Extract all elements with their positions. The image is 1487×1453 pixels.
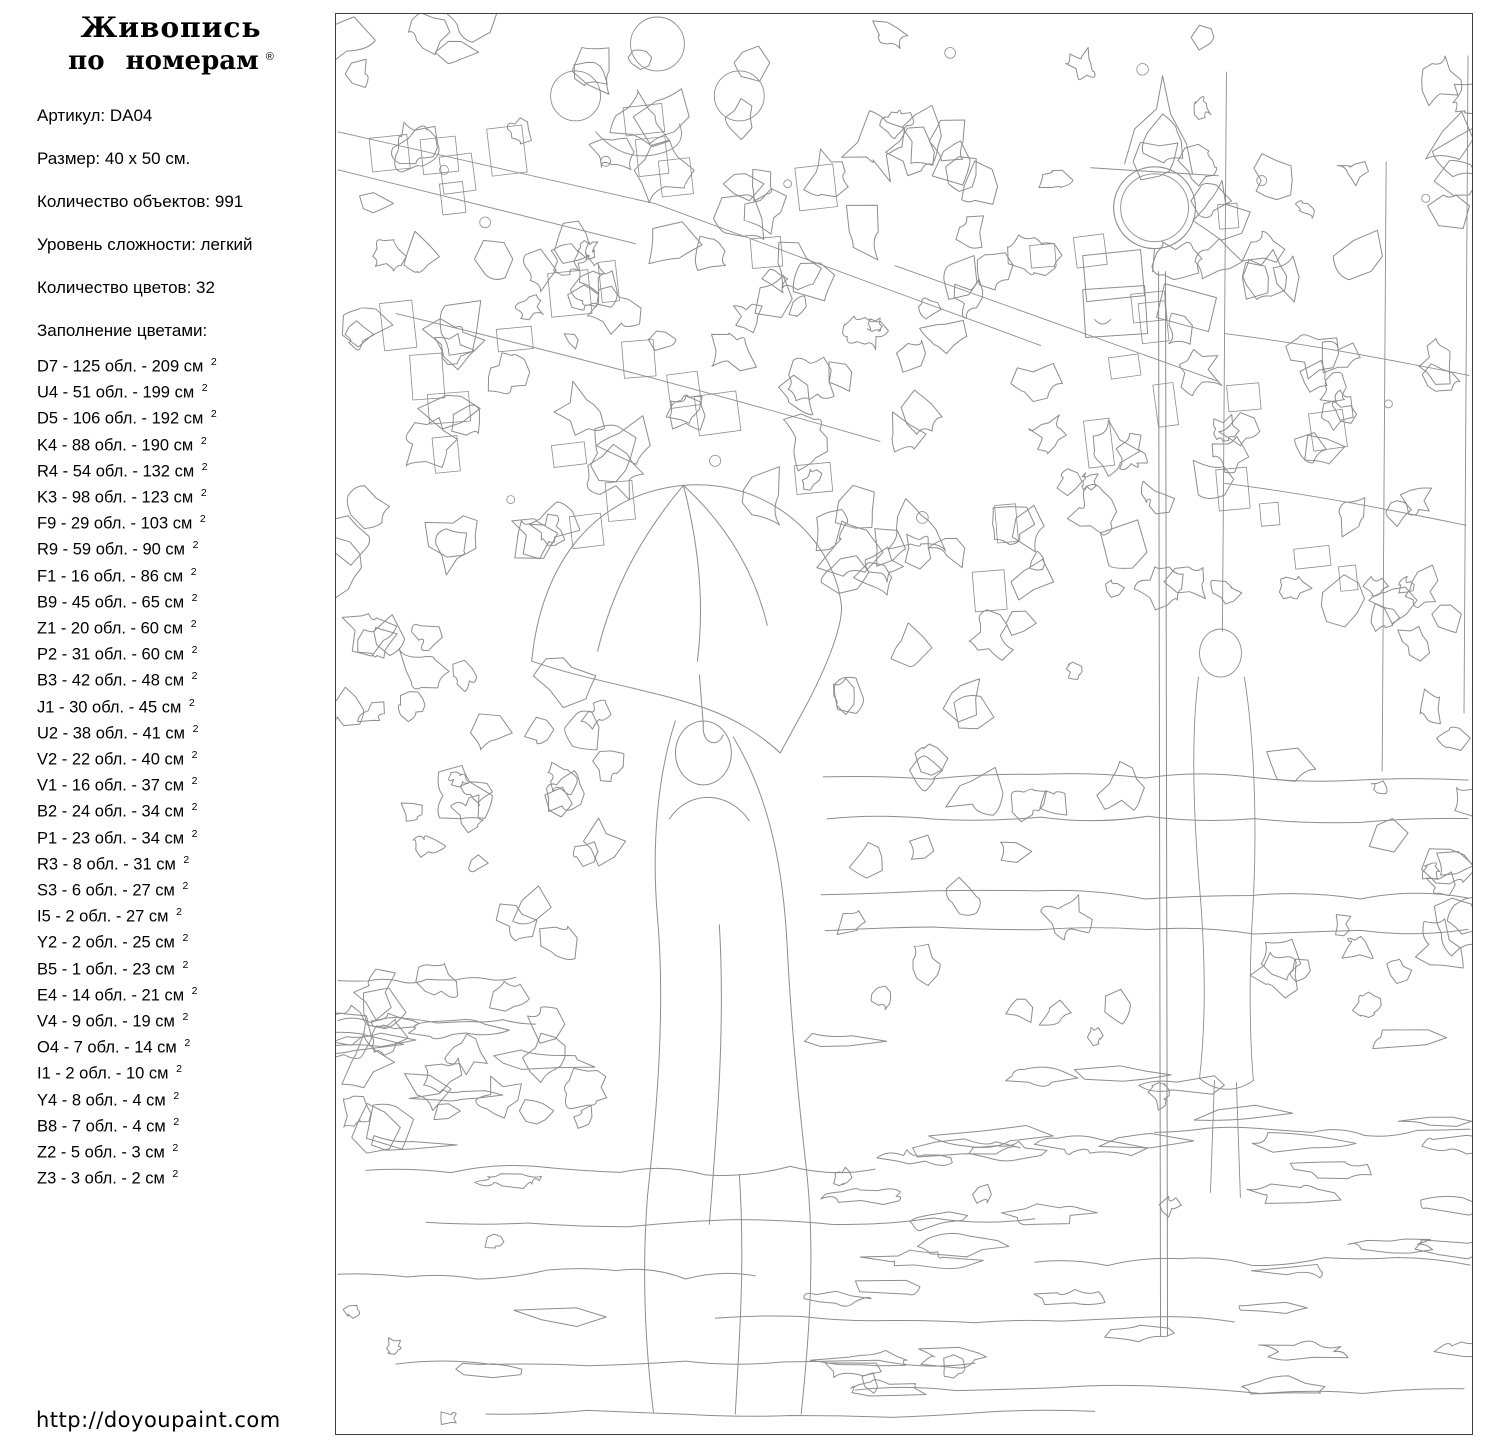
object-count: Количество объектов: 991 bbox=[37, 192, 244, 211]
superscript-2: 2 bbox=[182, 932, 189, 945]
superscript-2: 2 bbox=[183, 853, 190, 866]
superscript-2: 2 bbox=[172, 1168, 179, 1181]
brand-logo-line2: по номерам ® bbox=[68, 46, 274, 77]
color-fill-item: S3 - 6 обл. - 27 см $^2$ bbox=[37, 880, 189, 900]
superscript-2: 2 bbox=[201, 382, 208, 395]
brand-logo-line1: Живопись bbox=[80, 11, 262, 44]
website-url: http://doyoupaint.com bbox=[36, 1408, 281, 1432]
paint-canvas bbox=[335, 13, 1473, 1435]
color-fill-item: E4 - 14 обл. - 21 см $^2$ bbox=[37, 984, 198, 1005]
color-fill-item: R9 - 59 обл. - 90 см $^2$ bbox=[37, 539, 199, 559]
superscript-2: 2 bbox=[182, 880, 189, 893]
color-fill-item: Z3 - 3 обл. - 2 см $^2$ bbox=[37, 1168, 179, 1188]
superscript-2: 2 bbox=[182, 1011, 189, 1024]
superscript-2: 2 bbox=[176, 906, 182, 919]
registered-mark: ® bbox=[265, 50, 274, 63]
color-fill-item: V4 - 9 обл. - 19 см $^2$ bbox=[37, 1011, 189, 1031]
color-fill-item: V1 - 16 обл. - 37 см $^2$ bbox=[37, 775, 198, 795]
color-fill-item: P1 - 23 обл. - 34 см $^2$ bbox=[37, 827, 198, 848]
superscript-2: 2 bbox=[210, 408, 217, 421]
superscript-2: 2 bbox=[192, 539, 199, 552]
color-count: Количество цветов: 32 bbox=[37, 278, 215, 297]
color-fill-item: U4 - 51 обл. - 199 см $^2$ bbox=[37, 382, 208, 402]
color-fill-item: P2 - 31 обл. - 60 см $^2$ bbox=[37, 644, 198, 664]
superscript-2: 2 bbox=[191, 775, 198, 788]
color-fill-item: Y2 - 2 обл. - 25 см $^2$ bbox=[37, 932, 189, 952]
color-fill-item: Z2 - 5 обл. - 3 см $^2$ bbox=[37, 1142, 179, 1162]
size-label: Размер: 40 х 50 см. bbox=[37, 149, 191, 168]
color-fill-item: K3 - 98 обл. - 123 см $^2$ bbox=[37, 487, 207, 507]
superscript-2: 2 bbox=[200, 487, 207, 500]
superscript-2: 2 bbox=[191, 984, 198, 997]
superscript-2: 2 bbox=[173, 1115, 180, 1128]
superscript-2: 2 bbox=[191, 644, 198, 657]
pedestrian-drawing bbox=[1194, 629, 1255, 1197]
texture-blobs bbox=[336, 14, 1472, 1425]
color-fill-item: D7 - 125 обл. - 209 см $^2$ bbox=[37, 356, 217, 376]
color-fill-item: K4 - 88 обл. - 190 см $^2$ bbox=[37, 434, 207, 455]
color-fill-item: R3 - 8 обл. - 31 см $^2$ bbox=[37, 853, 190, 874]
superscript-2: 2 bbox=[199, 513, 206, 526]
color-fill-item: I5 - 2 обл. - 27 см $^2$ bbox=[37, 906, 182, 926]
color-fill-item: F1 - 16 обл. - 86 см $^2$ bbox=[37, 565, 197, 586]
superscript-2: 2 bbox=[191, 670, 198, 683]
lamp-globes bbox=[551, 17, 765, 156]
superscript-2: 2 bbox=[201, 460, 208, 473]
color-fill-item: B8 - 7 обл. - 4 см $^2$ bbox=[37, 1115, 180, 1136]
color-fill-item: R4 - 54 обл. - 132 см $^2$ bbox=[37, 460, 208, 481]
color-fill-item: I1 - 2 обл. - 10 см $^2$ bbox=[37, 1063, 182, 1083]
superscript-2: 2 bbox=[210, 356, 217, 368]
color-fill-item: O4 - 7 обл. - 14 см $^2$ bbox=[37, 1037, 191, 1057]
color-fill-item: B3 - 42 обл. - 48 см $^2$ bbox=[37, 670, 198, 690]
superscript-2: 2 bbox=[191, 801, 198, 814]
color-fill-item: U2 - 38 обл. - 41 см $^2$ bbox=[37, 722, 199, 743]
superscript-2: 2 bbox=[182, 958, 189, 971]
superscript-2: 2 bbox=[191, 591, 198, 604]
superscript-2: 2 bbox=[191, 827, 198, 840]
color-fill-item: B5 - 1 обл. - 23 см $^2$ bbox=[37, 958, 189, 979]
brand-logo bbox=[26, 12, 316, 77]
product-details bbox=[37, 94, 253, 352]
superscript-2: 2 bbox=[192, 722, 199, 735]
difficulty-level: Уровень сложности: легкий bbox=[37, 235, 253, 254]
color-fill-item: Z1 - 20 обл. - 60 см $^2$ bbox=[37, 618, 197, 638]
color-fill-item: V2 - 22 обл. - 40 см $^2$ bbox=[37, 749, 198, 769]
superscript-2: 2 bbox=[188, 696, 195, 709]
article-number: Артикул: DA04 bbox=[37, 106, 153, 125]
color-fill-item: Y4 - 8 обл. - 4 см $^2$ bbox=[37, 1089, 180, 1110]
superscript-2: 2 bbox=[200, 434, 207, 447]
color-fill-item: J1 - 30 обл. - 45 см $^2$ bbox=[37, 696, 195, 717]
color-fill-list bbox=[37, 352, 217, 1191]
superscript-2: 2 bbox=[176, 1063, 182, 1076]
superscript-2: 2 bbox=[190, 618, 197, 631]
superscript-2: 2 bbox=[184, 1037, 191, 1050]
superscript-2: 2 bbox=[190, 565, 197, 578]
color-fill-item: F9 - 29 обл. - 103 см $^2$ bbox=[37, 513, 206, 533]
canvas-line-art bbox=[336, 14, 1472, 1434]
superscript-2: 2 bbox=[172, 1142, 179, 1155]
superscript-2: 2 bbox=[191, 749, 198, 762]
color-fill-item: B9 - 45 обл. - 65 см $^2$ bbox=[37, 591, 198, 612]
reflection-lines bbox=[338, 774, 1470, 1418]
fill-list-header: Заполнение цветами: bbox=[37, 321, 208, 340]
color-fill-item: D5 - 106 обл. - 192 см $^2$ bbox=[37, 408, 217, 428]
couple-drawing bbox=[645, 721, 811, 1414]
superscript-2: 2 bbox=[173, 1089, 180, 1102]
color-fill-item: B2 - 24 обл. - 34 см $^2$ bbox=[37, 801, 198, 821]
